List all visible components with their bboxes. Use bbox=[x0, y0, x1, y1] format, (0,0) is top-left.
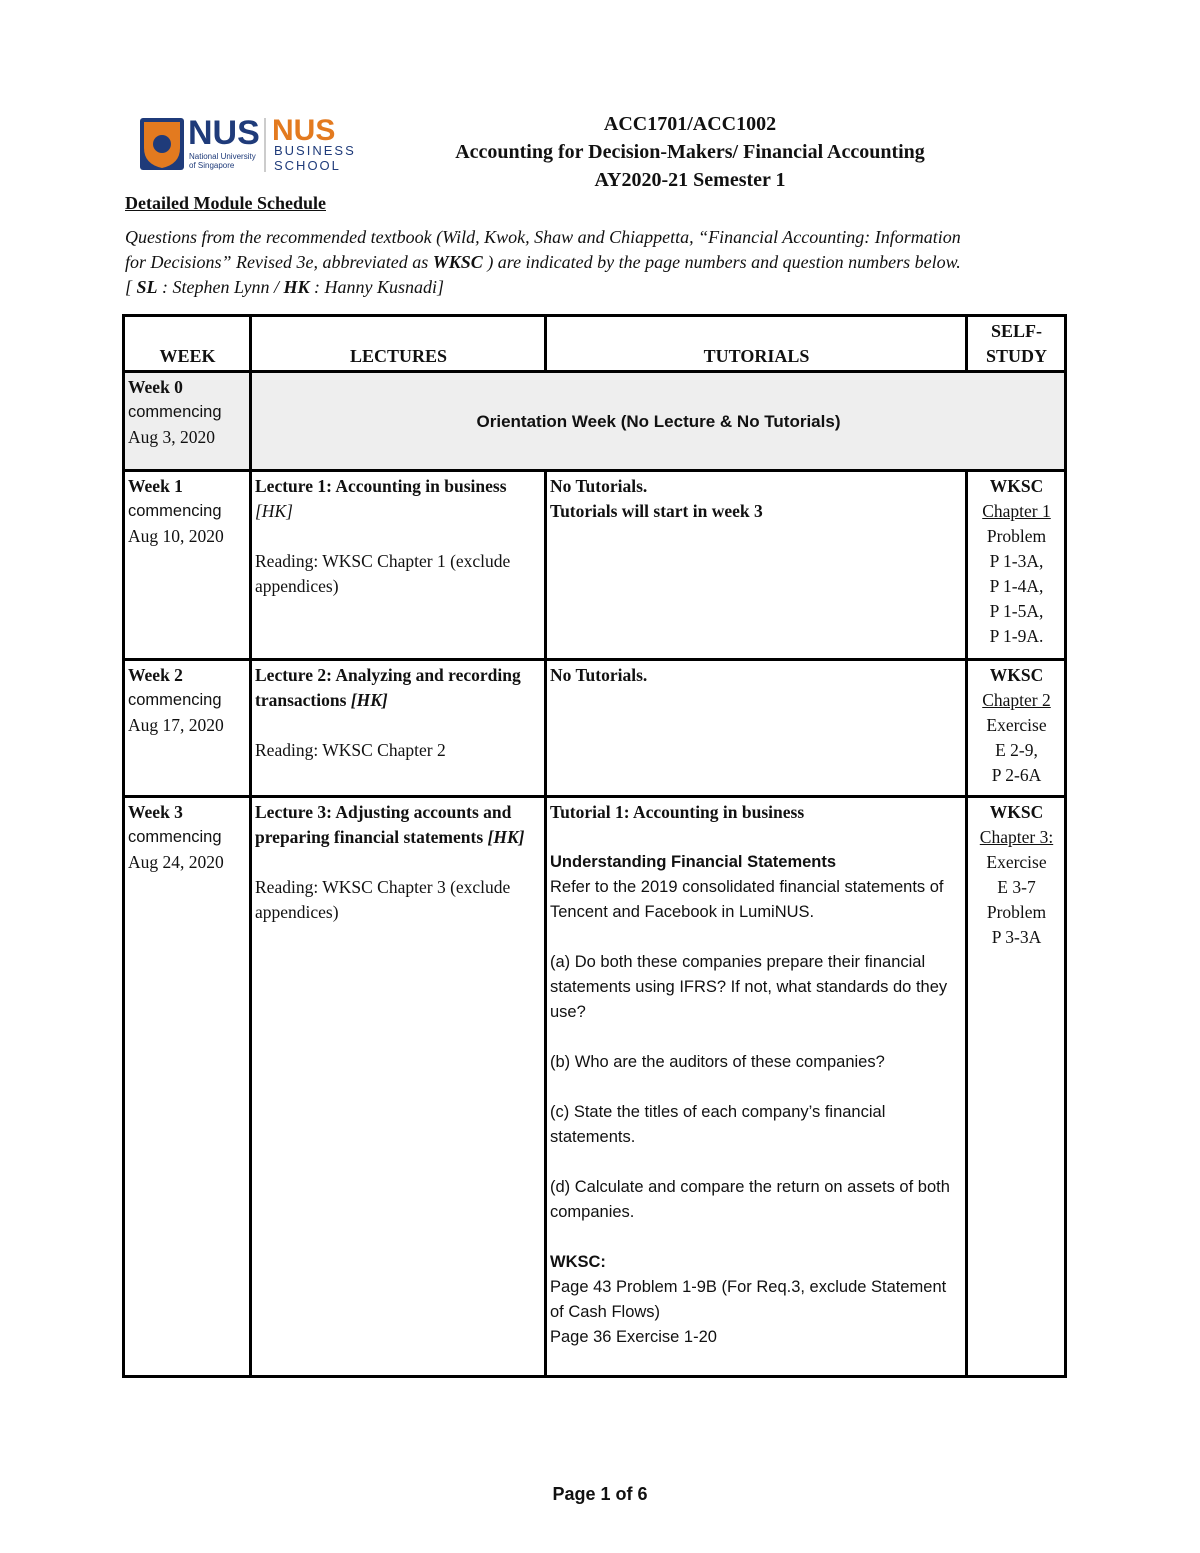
module-term: AY2020-21 Semester 1 bbox=[594, 169, 786, 191]
document-header bbox=[380, 110, 1000, 194]
self-study-item: Exercise bbox=[986, 852, 1047, 872]
week-label: Week 1 bbox=[128, 476, 183, 496]
week-label: Week 3 bbox=[128, 802, 183, 822]
nus-subtitle-1: National University bbox=[189, 152, 256, 161]
lecture-reading: Reading: WKSC Chapter 2 bbox=[255, 740, 446, 760]
schedule-title: Detailed Module Schedule bbox=[125, 193, 326, 213]
intro-bracket: [ bbox=[125, 277, 137, 297]
lecturer: [HK] bbox=[487, 827, 525, 847]
week-label: Week 0 bbox=[128, 377, 183, 397]
self-study-item: E 3-7 bbox=[997, 877, 1036, 897]
self-study-item: P 3-3A bbox=[991, 927, 1042, 947]
table-row bbox=[124, 660, 1066, 797]
school-wordmark: NUS bbox=[272, 114, 336, 147]
week-date: Aug 10, 2020 bbox=[128, 526, 224, 546]
self-study-item: P 1-9A. bbox=[989, 626, 1044, 646]
table-row bbox=[124, 372, 1066, 471]
self-study-item: P 1-5A, bbox=[989, 601, 1044, 621]
nus-business-school-logo bbox=[140, 116, 380, 174]
lecture-reading: Reading: WKSC Chapter 3 (exclude appendices) bbox=[255, 877, 511, 922]
self-study-head: WKSC bbox=[989, 802, 1044, 822]
intro-sl: SL bbox=[136, 277, 158, 297]
tutorial-wksc-item: Page 36 Exercise 1-20 bbox=[550, 1328, 717, 1346]
lecture-title: Lecture 1: Accounting in business bbox=[255, 476, 507, 496]
tutorial-note: No Tutorials. bbox=[550, 665, 648, 685]
header-lectures: LECTURES bbox=[251, 316, 546, 372]
week-date: Aug 24, 2020 bbox=[128, 852, 224, 872]
lecture-cell bbox=[251, 797, 546, 1377]
school-subtitle-2: SCHOOL bbox=[274, 158, 341, 173]
self-study-chapter: Chapter 2 bbox=[982, 690, 1051, 710]
nus-subtitle-2: of Singapore bbox=[189, 161, 235, 170]
self-study-cell bbox=[967, 660, 1066, 797]
self-study-head: WKSC bbox=[989, 665, 1044, 685]
self-study-cell bbox=[967, 797, 1066, 1377]
intro-line-2a: for Decisions” Revised 3e, abbreviated as bbox=[125, 252, 433, 272]
self-study-item: Problem bbox=[986, 526, 1047, 546]
self-study-item: Problem bbox=[986, 902, 1047, 922]
self-study-item: P 2-6A bbox=[991, 765, 1042, 785]
intro-wksc: WKSC bbox=[432, 252, 483, 272]
week-label: Week 2 bbox=[128, 665, 183, 685]
week-date: Aug 17, 2020 bbox=[128, 715, 224, 735]
self-study-item: P 1-3A, bbox=[989, 551, 1044, 571]
header-self-2: STUDY bbox=[985, 346, 1047, 366]
header-self-study bbox=[967, 316, 1066, 372]
self-study-item: Exercise bbox=[986, 715, 1047, 735]
lecture-reading: Reading: WKSC Chapter 1 (exclude appendices) bbox=[255, 551, 511, 596]
self-study-head: WKSC bbox=[989, 476, 1044, 496]
page-footer: Page 1 of 6 bbox=[552, 1484, 648, 1504]
module-title: Accounting for Decision-Makers/ Financial Accounting bbox=[455, 141, 925, 163]
tutorial-wksc-item: Page 43 Problem 1-9B (For Req.3, exclude Statement of Cash Flows) bbox=[550, 1278, 947, 1321]
table-header-row bbox=[124, 316, 1066, 372]
week-commencing: commencing bbox=[128, 691, 222, 709]
tutorial-question-a: (a) Do both these companies prepare their financial statements using IFRS? If not, what standards do they use? bbox=[550, 953, 948, 1021]
intro-sl-name: : Stephen Lynn / bbox=[157, 277, 284, 297]
week-commencing: commencing bbox=[128, 403, 222, 421]
table-row bbox=[124, 471, 1066, 660]
tutorial-question-d: (d) Calculate and compare the return on assets of both companies. bbox=[550, 1178, 950, 1221]
week-cell bbox=[124, 471, 251, 660]
header-tutorials: TUTORIALS bbox=[546, 316, 967, 372]
lecture-cell bbox=[251, 471, 546, 660]
tutorial-wksc-head: WKSC: bbox=[550, 1253, 606, 1271]
tutorial-cell bbox=[546, 797, 967, 1377]
week-cell bbox=[124, 372, 251, 471]
table-row bbox=[124, 797, 1066, 1377]
lecture-title: Lecture 2: Analyzing and recording transactions bbox=[255, 665, 521, 710]
school-subtitle-1: BUSINESS bbox=[274, 143, 356, 158]
intro-hk-name: : Hanny Kusnadi] bbox=[309, 277, 444, 297]
nus-wordmark: NUS bbox=[188, 114, 260, 152]
lecture-title: Lecture 3: Adjusting accounts and preparing financial statements bbox=[255, 802, 512, 847]
week-commencing: commencing bbox=[128, 502, 222, 520]
schedule-table bbox=[122, 314, 1067, 1378]
self-study-chapter: Chapter 1 bbox=[982, 501, 1051, 521]
tutorial-subtitle: Understanding Financial Statements bbox=[550, 853, 837, 871]
lecturer: [HK] bbox=[350, 690, 388, 710]
tutorial-refer: Refer to the 2019 consolidated financial statements of Tencent and Facebook in LumiNUS. bbox=[550, 878, 944, 921]
intro-hk: HK bbox=[283, 277, 310, 297]
lecture-cell bbox=[251, 660, 546, 797]
intro-line-2c: ) are indicated by the page numbers and question numbers below. bbox=[482, 252, 961, 272]
self-study-item: P 1-4A, bbox=[989, 576, 1044, 596]
tutorial-note: No Tutorials. bbox=[550, 476, 648, 496]
self-study-item: E 2-9, bbox=[995, 740, 1038, 760]
intro-line-1: Questions from the recommended textbook (Wild, Kwok, Shaw and Chiappetta, “Financial Accounting: Information bbox=[125, 227, 961, 247]
header-week: WEEK bbox=[124, 316, 251, 372]
tutorial-title: Tutorial 1: Accounting in business bbox=[550, 802, 805, 822]
self-study-cell bbox=[967, 471, 1066, 660]
tutorial-question-b: (b) Who are the auditors of these companies? bbox=[550, 1053, 885, 1071]
intro-line-3 bbox=[125, 275, 1065, 300]
header-self-1: SELF- bbox=[990, 321, 1042, 341]
week-cell bbox=[124, 797, 251, 1377]
week-cell bbox=[124, 660, 251, 797]
tutorial-note-2: Tutorials will start in week 3 bbox=[550, 501, 763, 521]
week-commencing: commencing bbox=[128, 828, 222, 846]
tutorial-question-c: (c) State the titles of each company’s financial statements. bbox=[550, 1103, 886, 1146]
intro-paragraph bbox=[125, 225, 1065, 300]
self-study-chapter: Chapter 3: bbox=[979, 827, 1054, 847]
intro-line-2 bbox=[125, 250, 1065, 275]
lecturer: [HK] bbox=[255, 501, 293, 521]
tutorial-cell bbox=[546, 471, 967, 660]
module-code: ACC1701/ACC1002 bbox=[603, 113, 777, 135]
week-date: Aug 3, 2020 bbox=[128, 427, 216, 447]
orientation-cell: Orientation Week (No Lecture & No Tutorials) bbox=[251, 372, 1066, 471]
tutorial-cell bbox=[546, 660, 967, 797]
